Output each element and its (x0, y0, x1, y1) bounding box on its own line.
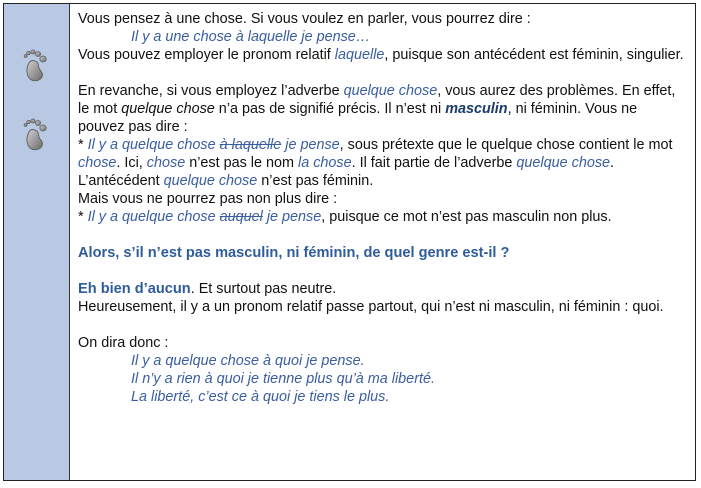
highlight-word: quelque chose (516, 155, 611, 171)
text: En revanche, si vous employez l’adverbe (78, 83, 344, 99)
footprint-icon (23, 117, 49, 151)
example-text: Il y a quelque chose (87, 209, 220, 225)
italic-word: quelque chose (121, 101, 215, 117)
wrong-example-2 (78, 208, 687, 226)
asterisk: * (78, 137, 88, 153)
paragraph-quelque-chose (78, 82, 687, 136)
struck-word: à laquelle (219, 137, 282, 153)
text: , puisque son antécédent est féminin, singulier. (384, 47, 684, 63)
highlight-word: chose (78, 155, 117, 171)
highlight-word: chose (146, 155, 186, 171)
question-heading: Alors, s’il n’est pas masculin, ni féminin, de quel genre est-il ? (78, 245, 510, 261)
lesson-content (70, 4, 695, 480)
struck-word: auquel (219, 209, 263, 225)
text: , sous prétexte que le quelque chose contient le mot (339, 137, 673, 153)
conclusion-example: La liberté, c’est ce à quoi je tiens le plus. (131, 389, 390, 405)
sidebar (4, 4, 70, 480)
example-text: Il y a quelque chose (87, 137, 220, 153)
intro-line: Vous pensez à une chose. Si vous voulez en parler, vous pourrez dire : (78, 11, 531, 27)
text: n’est pas le nom (185, 155, 298, 171)
text: Vous pouvez employer le pronom relatif (78, 47, 335, 63)
answer-line (78, 280, 687, 298)
conclusion-intro: On dira donc : (78, 335, 169, 351)
conclusion-example: Il n’y a rien à quoi je tienne plus qu’à ma liberté. (131, 371, 435, 387)
highlight-word: la chose (298, 155, 352, 171)
text: , vous aurez des problèmes. En effet, le mot (78, 83, 676, 117)
highlight-word: quelque chose (163, 173, 258, 189)
text: , puisque ce mot n’est pas masculin non plus. (321, 209, 612, 225)
text: . L’antécédent (78, 155, 615, 189)
text: , ni féminin. Vous ne pouvez pas dire : (78, 101, 638, 135)
answer-explanation: Heureusement, il y a un pronom relatif passe partout, qui n’est ni masculin, ni féminin : quoi. (78, 299, 664, 315)
example-text: je pense (281, 137, 340, 153)
asterisk: * (78, 209, 88, 225)
lesson-box (3, 3, 696, 481)
example-text: je pense (262, 209, 322, 225)
text: n’est pas féminin. (257, 173, 374, 189)
highlight-word: quelque chose (343, 83, 438, 99)
text: . Il fait partie de l’adverbe (351, 155, 517, 171)
highlight-word: laquelle (334, 47, 385, 63)
text: . Et surtout pas neutre. (190, 281, 337, 297)
not-either-line: Mais vous ne pourrez pas non plus dire : (78, 191, 338, 207)
text: . Ici, (116, 155, 147, 171)
explanation-laquelle (78, 46, 687, 64)
text: n’a pas de signifié précis. Il n’est ni (214, 101, 446, 117)
wrong-example-1 (78, 136, 687, 190)
conclusion-example: Il y a quelque chose à quoi je pense. (131, 353, 365, 369)
example-laquelle: Il y a une chose à laquelle je pense… (131, 29, 371, 45)
answer-bold: Eh bien d’aucun (78, 281, 191, 297)
footprint-icon (23, 48, 49, 82)
bold-word: masculin (445, 101, 508, 117)
